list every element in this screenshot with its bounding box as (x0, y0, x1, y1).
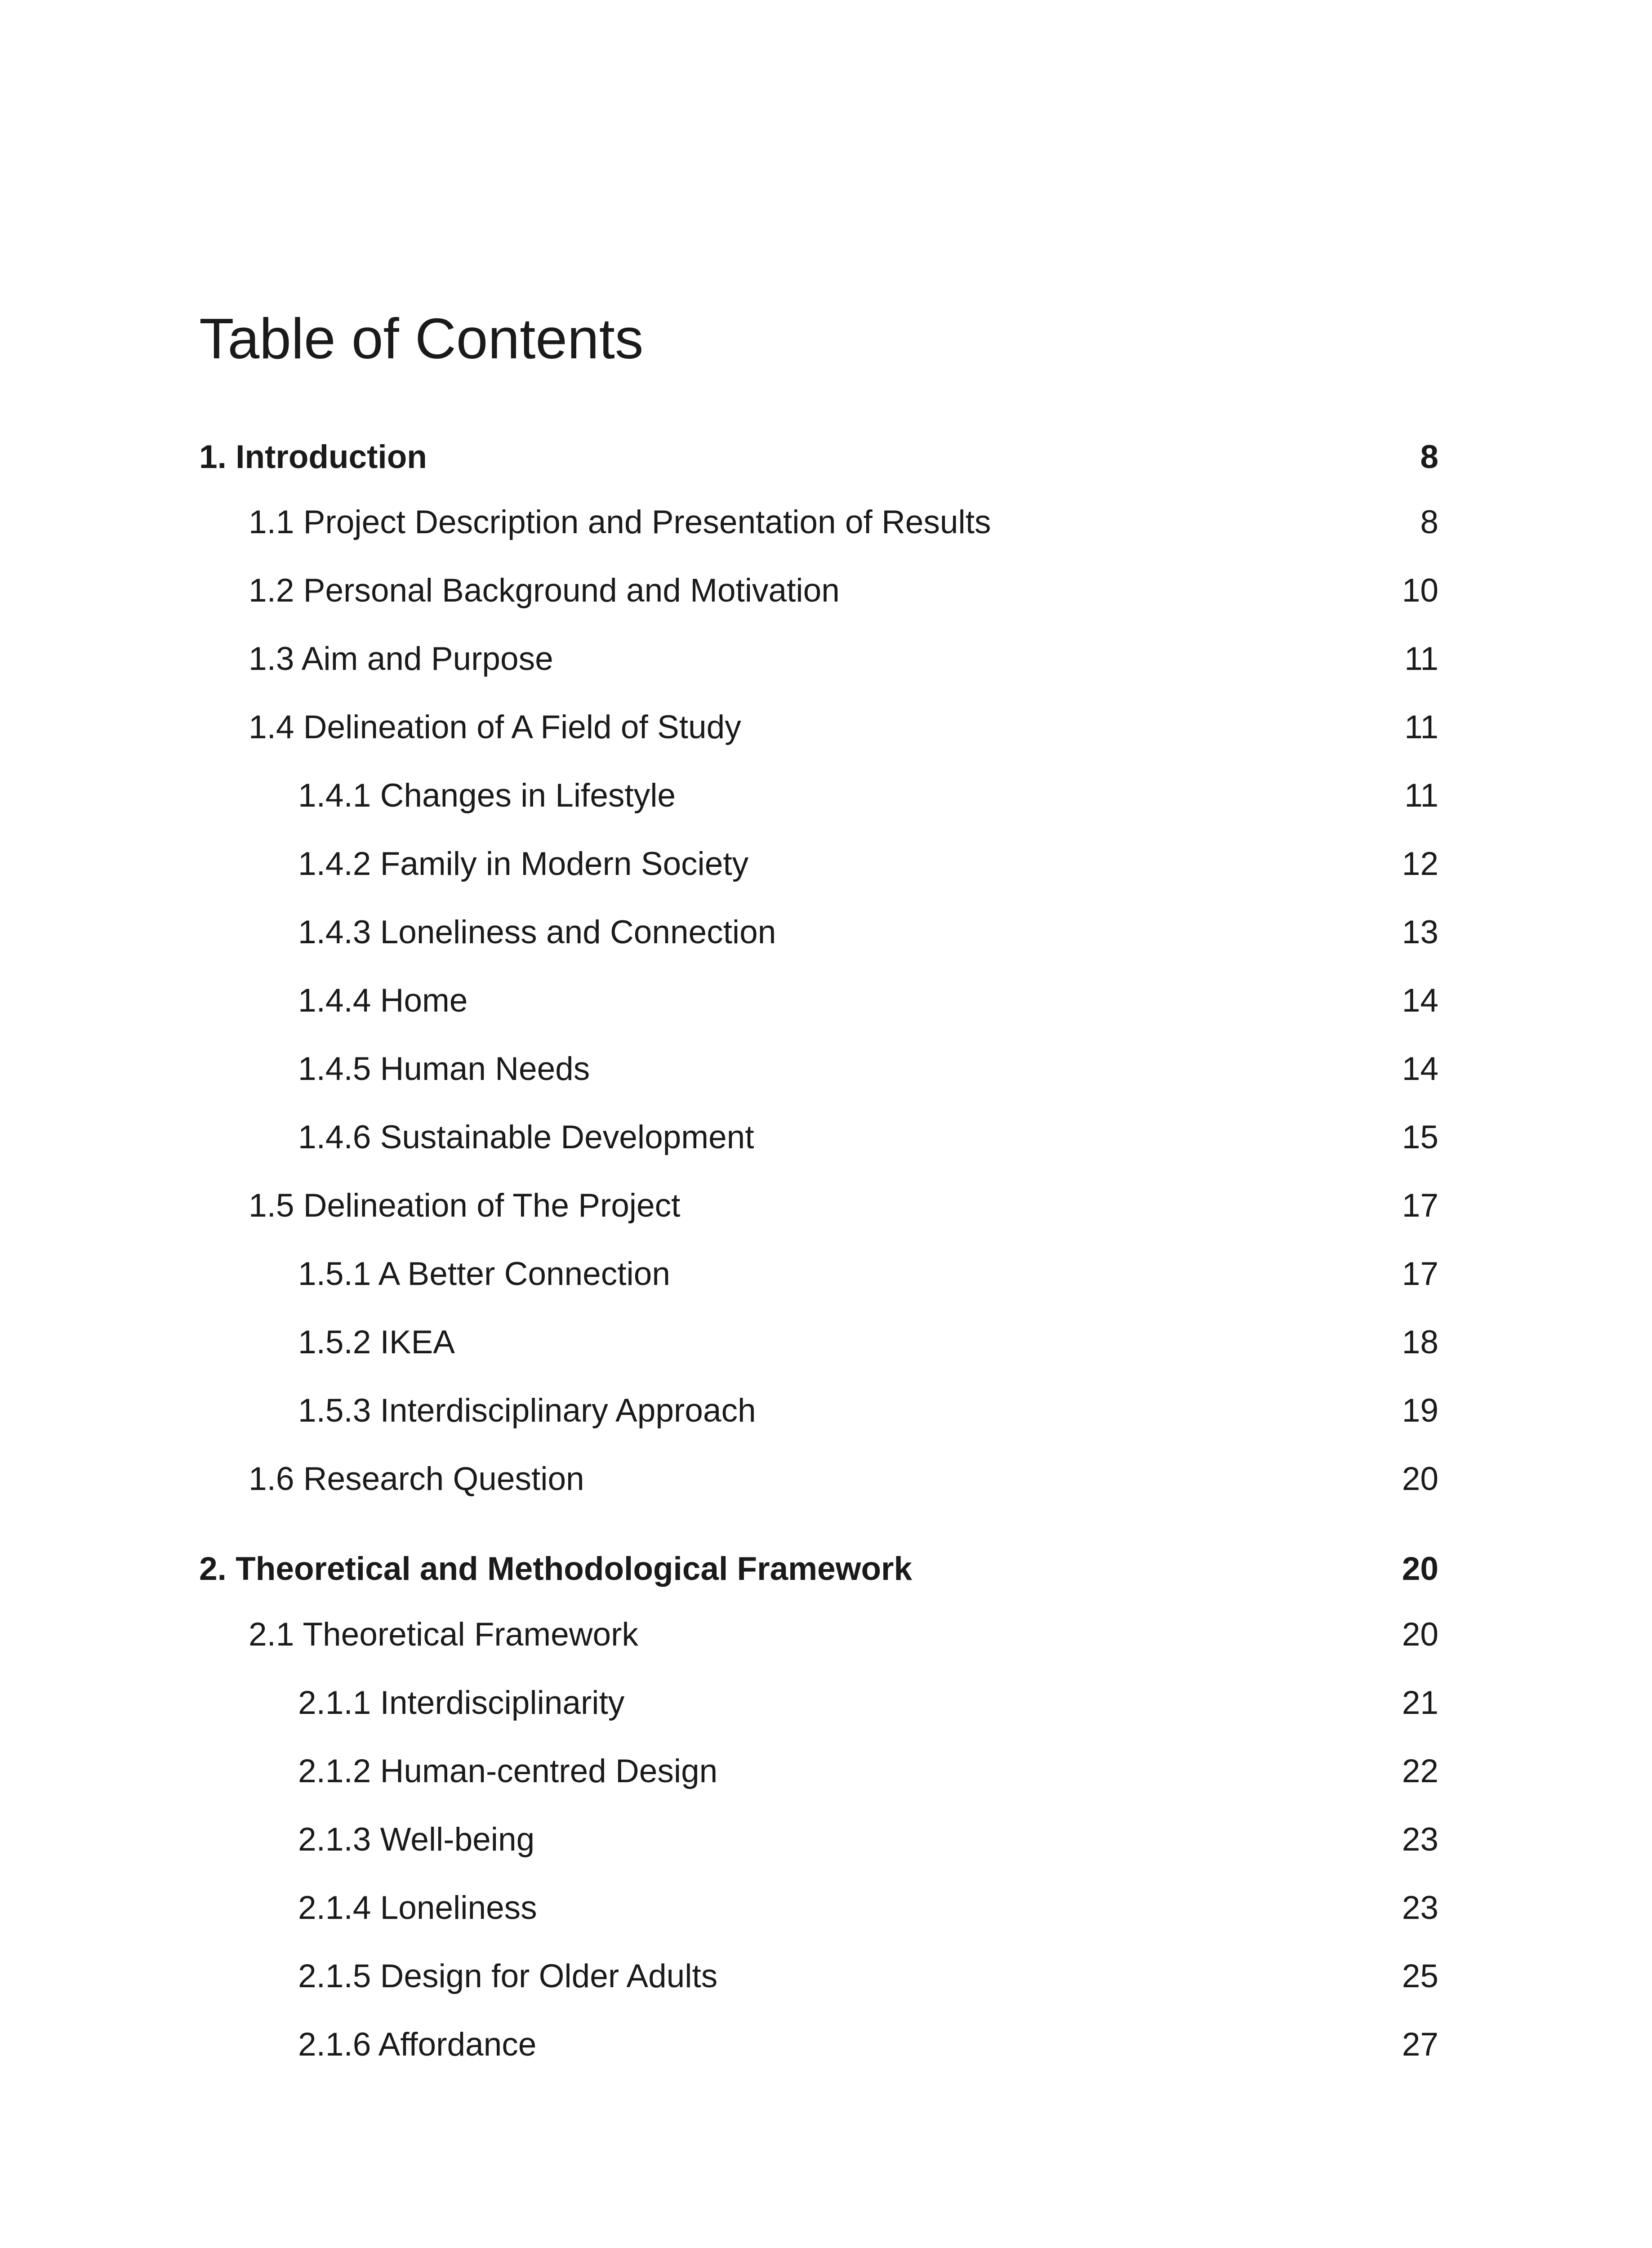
toc-entry-page-number: 27 (1402, 2026, 1438, 2063)
toc-entry-section[interactable] (0, 506, 1652, 555)
toc-entry-label: 1.2 Personal Background and Motivation (249, 572, 840, 609)
toc-entry-label: 2.1.6 Affordance (298, 2026, 537, 2063)
toc-entry-subsection[interactable] (0, 1960, 1652, 2009)
toc-entry-label: 2.1.4 Loneliness (298, 1890, 537, 1926)
toc-entry-label: 2.1.2 Human-centred Design (298, 1753, 718, 1789)
toc-entry-page-number: 20 (1402, 1616, 1438, 1653)
toc-entry-label: 1.5.1 A Better Connection (298, 1256, 670, 1292)
toc-entry-page-number: 11 (1404, 709, 1438, 745)
toc-entry-chapter[interactable] (0, 441, 1652, 490)
toc-entry-subsection[interactable] (0, 1755, 1652, 1804)
toc-entry-subsection[interactable] (0, 1258, 1652, 1307)
toc-entry-page-number: 19 (1402, 1392, 1438, 1429)
toc-entry-label: 1.4.2 Family in Modern Society (298, 846, 749, 882)
toc-entry-label: 2.1 Theoretical Framework (249, 1616, 638, 1653)
toc-entry-section[interactable] (0, 1189, 1652, 1239)
toc-entry-subsection[interactable] (0, 1891, 1652, 1941)
toc-entry-label: 2.1.5 Design for Older Adults (298, 1958, 718, 1994)
toc-entry-page-number: 13 (1402, 914, 1438, 950)
toc-entry-page-number: 17 (1402, 1187, 1438, 1224)
toc-entry-label: 1.5 Delineation of The Project (249, 1187, 681, 1224)
toc-entry-page-number: 8 (1420, 504, 1438, 540)
toc-entry-subsection[interactable] (0, 916, 1652, 965)
toc-entry-label: 1.1 Project Description and Presentation of Results (249, 504, 991, 540)
toc-entry-page-number: 15 (1402, 1119, 1438, 1155)
toc-entry-page-number: 11 (1404, 641, 1438, 677)
toc-entry-page-number: 10 (1402, 572, 1438, 609)
toc-entry-page-number: 8 (1420, 439, 1438, 475)
page-title: Table of Contents (199, 307, 644, 370)
toc-entry-page-number: 21 (1402, 1685, 1438, 1721)
toc-entry-section[interactable] (0, 574, 1652, 624)
toc-entry-page-number: 14 (1402, 1051, 1438, 1087)
toc-entry-subsection[interactable] (0, 779, 1652, 829)
toc-entry-page-number: 18 (1402, 1324, 1438, 1360)
toc-entry-page-number: 20 (1402, 1461, 1438, 1497)
toc-entry-page-number: 23 (1402, 1890, 1438, 1926)
toc-entry-label: 1. Introduction (199, 439, 427, 475)
toc-entry-label: 1.5.3 Interdisciplinary Approach (298, 1392, 756, 1429)
toc-entry-label: 2.1.3 Well-being (298, 1821, 535, 1858)
toc-entry-section[interactable] (0, 642, 1652, 692)
toc-entry-label: 2. Theoretical and Methodological Framework (199, 1551, 913, 1587)
toc-entry-page-number: 14 (1402, 982, 1438, 1019)
toc-entry-label: 1.4.5 Human Needs (298, 1051, 590, 1087)
toc-entry-page-number: 11 (1404, 777, 1438, 814)
toc-entry-section[interactable] (0, 1463, 1652, 1512)
toc-entry-label: 1.4.4 Home (298, 982, 468, 1019)
toc-entry-subsection[interactable] (0, 1326, 1652, 1375)
toc-entry-label: 1.4 Delineation of A Field of Study (249, 709, 741, 745)
toc-entry-page-number: 17 (1402, 1256, 1438, 1292)
toc-entry-label: 2.1.1 Interdisciplinarity (298, 1685, 625, 1721)
toc-entry-page-number: 23 (1402, 1821, 1438, 1858)
toc-entry-subsection[interactable] (0, 1686, 1652, 1736)
toc-entry-page-number: 12 (1402, 846, 1438, 882)
toc-entry-subsection[interactable] (0, 1053, 1652, 1102)
toc-entry-page-number: 22 (1402, 1753, 1438, 1789)
toc-entry-page-number: 25 (1402, 1958, 1438, 1994)
toc-entry-chapter[interactable] (0, 1552, 1652, 1602)
toc-entry-label: 1.6 Research Question (249, 1461, 584, 1497)
toc-entry-label: 1.3 Aim and Purpose (249, 641, 553, 677)
toc-entry-subsection[interactable] (0, 847, 1652, 897)
toc-entry-subsection[interactable] (0, 2028, 1652, 2078)
toc-entry-subsection[interactable] (0, 984, 1652, 1034)
toc-entry-label: 1.4.1 Changes in Lifestyle (298, 777, 676, 814)
toc-entry-label: 1.4.3 Loneliness and Connection (298, 914, 776, 950)
toc-entry-subsection[interactable] (0, 1394, 1652, 1444)
toc-entry-section[interactable] (0, 711, 1652, 760)
toc-entry-label: 1.5.2 IKEA (298, 1324, 455, 1360)
toc-entry-subsection[interactable] (0, 1823, 1652, 1873)
toc-entry-page-number: 20 (1402, 1551, 1438, 1587)
toc-entry-label: 1.4.6 Sustainable Development (298, 1119, 754, 1155)
toc-entry-section[interactable] (0, 1618, 1652, 1668)
toc-entry-subsection[interactable] (0, 1121, 1652, 1170)
